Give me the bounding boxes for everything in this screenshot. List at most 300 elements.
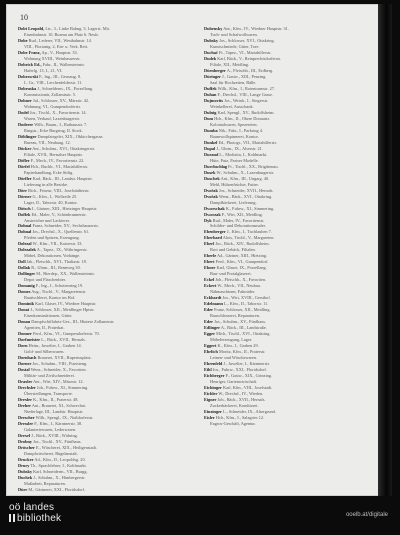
directory-entry [18,253,196,259]
directory-entry [18,343,196,349]
directory-entry [204,170,374,176]
entry-name: Duschek [204,175,220,181]
entry-name: Döblinger [18,133,37,139]
entry-name: Donau [18,319,31,325]
entry-text: Mehl, Hülsenfrüchte, Futter. [210,181,259,187]
entry-name: Eichinger [204,385,222,391]
scanned-page [6,4,392,496]
directory-entry [18,355,196,361]
entry-name: Dum [204,115,214,121]
entry-text: Wohnung XVIII., Weinhauserstr. [24,55,81,61]
entry-name: Dubensky [204,26,223,31]
entry-name: Edelmann [204,301,223,307]
entry-name: Döfler [18,157,30,163]
entry-name: Drury [18,462,30,468]
entry-name: Ebenberger [204,229,226,235]
entry-text: Wilh., Spengl., IX., Nußdorferstr. [35,414,94,420]
entry-text: Militär- und Zivilschneiderei. [24,373,75,379]
entry-name: Dörr [18,187,28,193]
directory-entry [18,451,196,457]
directory-entry [204,295,374,301]
entry-name: Eberl [204,241,215,247]
entry-name: Dorfmeister [18,337,41,343]
entry-text: Hch., Kfm., II., Obere Donaustr. [214,115,270,121]
entry-name: Dodel [18,109,29,115]
entry-text: J., Gastw., XIII., Penzing. [222,73,267,79]
logo-line-1: oö landes [9,502,55,513]
entry-text: Jos., Drechsl., X., Quellenstr. 61. [32,229,90,235]
entry-text: Dampfwäscherei, Bügelanstalt. [24,450,78,456]
entry-name: Dobt Leopold, [18,26,45,31]
directory-entry [204,337,374,343]
directory-entry [204,319,374,325]
entry-name: Dvořak [204,187,218,193]
directory-entry [18,170,196,176]
entry-text: Rud., Lederer, VII., Westbahnstr. 14. [28,37,92,43]
entry-text: Depot und Flaschenbier. [24,277,66,283]
entry-text: Nähmaschinen, Fahrräder. [210,289,256,295]
entry-name: Drexel [18,432,31,438]
directory-entry [18,445,196,451]
directory-entry [18,104,196,110]
entry-text: L. Gr., VIII., Lerchenfelderstr. 11. [24,79,83,85]
directory-entry [204,176,374,182]
entry-name: Ehrlich [204,349,218,355]
directory-entry [204,391,374,397]
directory-entry [18,313,196,319]
digitization-credit: ooelb.at/digitale [345,512,388,518]
entry-name: Dobner [18,97,32,103]
entry-name: Drucker [18,456,34,462]
entry-text: J., Kfm., I., Tuchlauben 7. [226,229,272,235]
entry-text: Gold- und Silberwaren. [24,349,65,355]
entry-text: Ferd., Kfm., VI., Gumpendorf. [215,259,269,265]
entry-text: Jos., Schuhm., XV., Fünfhaus. [214,319,267,325]
viewer-footer [0,496,400,535]
entry-text: Pfeifen und Spitzen, Erzeugung. [24,235,80,241]
library-logo [9,502,61,524]
directory-entry [204,349,374,355]
directory-entry [18,367,196,373]
directory-entry [18,188,196,194]
entry-text: Karl, Glaser, IV., Wiedner Hauptstr. [35,301,97,307]
directory-entry [18,439,196,445]
entry-name: Dornbach [18,355,37,361]
entry-text: Jul., Schlosser, XV., Märzstr. 42. [32,97,90,103]
directory-entry [204,361,374,367]
entry-text: Kunstschmiede, Gitter, Tore. [210,43,260,49]
directory-entry [18,487,196,493]
entry-name: Eberhard [204,235,222,241]
entry-text: Wenz., Schneider, X., Favoriten. [30,367,87,373]
directory-entry [18,481,196,487]
directory-entry [204,152,374,158]
entry-text: F., Ing., I., Schottenring 19. [35,283,84,289]
directory-entry [204,373,374,379]
directory-entry [18,229,196,235]
directory-entry [18,271,196,277]
directory-entry [18,176,196,182]
directory-entry [18,32,196,38]
directory-entry [18,475,196,481]
entry-text: Ant., Kfm., IV., Wiedner Hauptstr. 31. [223,26,289,31]
entry-text: J., Schuhm., X., Himbergerstr. [33,474,86,480]
entry-text: Karl, Bäck., III., Landstr. Hauptstr. [32,175,93,181]
directory-entry [204,421,374,427]
directory-entry [18,182,196,188]
directory-entry [18,463,196,469]
entry-text: Ant., Kfm., III., Ungarg. 40. [220,175,270,181]
directory-entry [18,122,196,128]
directory-entry [204,50,374,56]
entry-name: Dürnberger [204,67,226,73]
directory-entry [18,391,196,397]
directory-entry [204,140,374,146]
directory-entry [18,457,196,463]
directory-entry [204,44,374,50]
entry-text: Jos., Tischl., X., Favoritenstr. 14. [29,109,87,115]
entry-name: Donat [18,307,30,313]
entry-name: Einzinger [204,409,222,414]
directory-entry [204,62,374,68]
entry-name: Ebert [204,259,215,265]
directory-entry [204,259,374,265]
entry-text: Eisenkonstruktionen, Gitter. [24,313,73,319]
directory-entry [204,355,374,361]
directory-entry [18,146,196,152]
entry-name: Ebner [204,265,216,271]
book-spine-shadow [378,4,392,496]
entry-text: Maßarbeit, Reparaturen. [24,480,66,486]
directory-entry [18,241,196,247]
entry-text: Karl, Spengl., XV., Rudolfsheim. [217,109,275,115]
entry-text: Bauschlosserei, Reparaturen. [210,313,260,319]
entry-text: Hüte, Putz, Pariser Modelle. [210,157,259,163]
entry-text: W., Schuhm., X., Laxenburgerstr. [216,169,274,175]
entry-name: Dreher [18,403,32,409]
entry-name: Döcker [18,145,32,151]
entry-text: Möbelerzeugung, Lager. [210,337,253,343]
entry-text: J., Schnelderm., IX., Porzellang. [37,85,94,91]
entry-name: Eigner [204,397,217,403]
directory-entry [18,212,196,218]
entry-text: Rich., Friseur, VIII., Josefstädterstr. [28,187,90,193]
directory-entry [18,26,196,32]
entry-text: Hch., Kfm., I., Salzgries 12. [215,414,265,420]
directory-entry [204,86,374,92]
entry-text: Dampfbäckerei, Lieferung. [210,199,257,205]
entry-name: Dörfler [18,175,32,181]
entry-name: Eckel [204,277,215,283]
entry-name: Eichberger [204,373,225,379]
directory-entry [204,271,374,277]
directory-entry [204,343,374,349]
entry-text: J., Uhrm., IX., Alserstr. 21. [216,145,263,151]
directory-entry [204,223,374,229]
entry-name: Dressler [18,420,34,426]
directory-entry [204,403,374,409]
entry-name: Drobny [18,438,33,444]
entry-text: Jos., Wirt, XVIII., Gersthof. [222,295,271,301]
directory-entry [18,307,196,313]
entry-text: Dampfschiffahrts-Ges., III., Hintere Zollamtsstr. [31,319,115,325]
entry-text: Karl, Bäck., V., Reinprechtsdorferstr. [217,55,281,61]
entry-text: L., Schneider, IX., Alsergrund. [222,409,276,414]
entry-text: Bau- und Portalglaserei. [210,271,252,277]
logo-bars-icon [9,514,15,522]
entry-text: Saal für Hochzeiten, Bälle. [210,79,257,85]
entry-text: Fr., Tapez., VI., Mariahilferstr. [218,49,272,55]
entry-text: Moritz, Kfm., II., Praterstr. [218,349,266,355]
directory-entry [18,194,196,200]
entry-name: Dolezalek [18,247,36,253]
entry-name: Dohnal [18,229,32,235]
entry-text: Ant., Wirt, XIV., Märzstr. 12. [33,379,84,385]
directory-entry [204,134,374,140]
entry-text: Galanteriewaren, Lederwaren. [24,426,77,432]
entry-name: Dvořak [204,193,218,199]
entry-text: Kommissionär, Zollamtsstr. 5. [24,91,76,97]
entry-name: Dubsky [18,468,33,474]
entry-text: K., Kfm., II., Praterstr. 48. [33,397,79,403]
directory-entry [204,98,374,104]
entry-text: A., Bäck., III., Landstraße. [220,325,267,331]
entry-name: Eckhardt [204,295,222,301]
entry-name: Eckert [204,283,217,289]
directory-entry [204,182,374,188]
left-column [18,26,196,493]
entry-text: Ad., Kfm., II., Leopoldsg. 20. [34,456,86,462]
entry-name: Dumba [204,127,218,133]
entry-name: Dolezal [18,241,32,247]
entry-name: Egger [204,331,215,337]
directory-entry [204,241,374,247]
entry-text: Papierhandlung, Ecke Stiftg. [24,169,74,175]
directory-entry [204,325,374,331]
entry-name: Dunkel [204,139,218,145]
entry-text: Aug., Tischl., V., Margaretenstr. [31,289,87,295]
entry-text: L., Modistin, I., Kohlmarkt. [219,151,268,157]
entry-name: Dupal [204,145,216,151]
directory-entry [18,325,196,331]
entry-name: Draxler [18,379,33,385]
directory-entry [204,74,374,80]
entry-text: Karl, Kfm., VIII., Josefstadt. [222,385,273,391]
directory-entry [204,331,374,337]
entry-text: J., Gärtner, XIII., Hietzinger Hauptstr. [31,205,98,211]
directory-entry [18,164,196,170]
entry-text: A., Tapez., IX., Währingerstr. [36,247,88,253]
entry-text: K., Fuhrw., XI., Simmering. [225,205,275,211]
directory-entry [204,194,374,200]
entry-text: Hch., Buchb., VI., Mariahilferstr. [30,163,88,169]
entry-text: J., Juwelier, I., Kärntnerstr. [223,361,270,367]
entry-text: Bautischlerei, Kontor im Hof. [24,295,76,301]
directory-entry [204,218,374,224]
entry-text: Mich., Tischl., XVI., Ottakring. [216,331,271,337]
directory-entry [204,397,374,403]
entry-text: Heinr., Juwelier, I., Graben 14. [28,343,82,349]
entry-text: Haferlg. 13, I., 21, VI. [24,67,63,73]
entry-name: Domes [18,289,31,295]
entry-name: Duchač [204,49,218,55]
directory-entry [204,164,374,170]
directory-entry [18,80,196,86]
entry-name: Dworzak [204,211,221,217]
entry-text: Alois, Tischl., V., Margareten. [222,235,275,241]
logo-line-2 [9,513,61,524]
entry-text: Th., Sprachlehrer, I., Kohlmarkt. [30,462,87,468]
entry-text: L., Kfm., II., Taborstr. 11. [223,301,269,307]
directory-entry [204,26,374,32]
directory-entry [204,212,374,218]
entry-name: Dürr [18,486,28,492]
entry-text: Nik., Fabr., I., Parkring 4. [218,127,263,133]
logo-line-2-text: bibliothek [17,513,62,524]
entry-name: Dobrowski [18,73,38,79]
directory-entry [18,283,196,289]
entry-name: Durand [204,151,219,157]
entry-text: Heuriger, Gartenwirtschaft. [210,379,258,385]
entry-text: Baumwollspinnerei, Kontor. [210,133,259,139]
directory-entry [204,283,374,289]
directory-entry [18,259,196,265]
entry-text: Tuch- und Schafwollwaren. [210,31,258,37]
directory-entry [204,247,374,253]
entry-text: Joh., Bäck., XVII., Hernals. [217,397,266,403]
directory-entry [204,289,374,295]
entry-text: Agentien, II., Praterkai. [24,325,65,331]
directory-entry [18,337,196,343]
entry-text: Jos., Bäck., XIV., Rudolfsheim. [215,241,270,247]
directory-entry [18,349,196,355]
entry-text: Wilh., Kfm., I., Rotenturmstr. 27. [217,85,276,91]
entry-text: Ed., Photogr., VII., Mariahilferstr. [218,139,277,145]
directory-entry [18,134,196,140]
entry-name: Dujmovits [204,97,224,103]
entry-text: VIII., Florianig. 2, Ein- u. Verk. Reit. [24,43,89,49]
entry-text: Joh., Fleischh., X., Favoriten. [215,277,267,283]
entry-text: R., Uhrm., III., Rennweg 30. [31,265,81,271]
page-number: 10 [20,13,28,22]
entry-text: Ferd., Kfm., VI., Gumpendorferstr. 70. [32,331,100,337]
entry-name: Dusek [204,169,216,175]
entry-name: Eder [204,307,214,313]
entry-text: Weinkellerei, Ausschank. [210,103,254,109]
entry-text: Übersiedlungen, Transporte. [24,391,73,397]
directory-entry [204,128,374,134]
entry-name: Ehrenfeld [204,361,223,367]
entry-text: Anstreicher und Lackierer. [24,217,70,223]
directory-entry [18,158,196,164]
entry-text: Ed., Maler, V., Schönbrunnerstr. [31,211,87,217]
entry-name: Duhan [204,91,217,97]
entry-text: Jos., Tischl., XV., Fünfhaus. [33,438,82,444]
entry-name: Dörner [18,193,32,199]
entry-text: M., Gärtnerei, XXI., Floridsdorf. [28,486,86,492]
directory-entry [204,38,374,44]
entry-text: Jos., Schuhm., VIII., Piaristeng. [32,361,88,367]
entry-text: F., Ing., III., Geusaug. 8. [39,73,82,79]
directory-entry [18,140,196,146]
entry-text: Schilder- und Dekorationsmaler. [210,223,266,229]
entry-name: Düringer [204,73,221,79]
directory-entry [204,110,374,116]
entry-text: Fabr., II., Wallensteinstr. [42,61,85,67]
entry-text: W., Kfm., VII., Kaiserstr. 33. [32,241,83,247]
directory-entry [204,122,374,128]
directory-entry [204,253,374,259]
directory-entry [204,146,374,152]
directory-entry [18,427,196,433]
entry-text: Joh., Fuhrw., XI., Simmering. [36,385,89,391]
directory-entry [204,200,374,206]
entry-text: F., Wirt, XII., Meidling. [221,211,263,217]
entry-text: Jos., Weinh., I., Singerstr. [224,97,269,103]
entry-name: Dröscher [18,444,35,450]
entry-text: Ringstr., Ecke Burgring, II. Stock. [24,127,83,133]
entry-text: Zuckerbäckerei, Konditorei. [210,403,259,409]
entry-name: Dobe Franz, [18,49,41,55]
entry-text: Fr., Tischl., XX., Brigittenau. [228,163,279,169]
entry-text: Ap., V., Hauptstr. 33. [41,49,78,55]
entry-name: Dobrick Ed., [18,61,42,67]
entry-text: Franz, Schneider, XV., Sechshauserstr. [32,223,99,229]
entry-text: Lager, II., Taborstr. 40, Kontor. [24,199,78,205]
directory-entry [18,235,196,241]
entry-name: Donner [18,331,32,337]
entry-text: Karl, Glaser, IX., Porzellang. [216,265,267,271]
entry-text: Eisenbahnstr. 10, Bureau am Platz 6. Neub. [24,31,99,37]
entry-name: Dulnig [204,109,217,115]
directory-entry [204,301,374,307]
directory-entry [18,44,196,50]
entry-text: F., Mech., IV., Favoritenstr. 22. [30,157,85,163]
directory-entry [204,206,374,212]
directory-entry [18,206,196,212]
directory-entry [18,331,196,337]
entry-text: Niederlage, III., Landstr. Hauptstr. [24,409,84,414]
directory-entry [204,277,374,283]
directory-entry [18,62,196,68]
entry-text: W., Drechsl., IV., Wieden. [218,391,264,397]
directory-entry [18,50,196,56]
entry-text: Leinen- und Wäschewaren. [210,355,258,361]
directory-entry [18,433,196,439]
directory-entry [204,235,374,241]
entry-name: Eggert [204,343,217,349]
directory-entry [18,379,196,385]
entry-text: Waren, Verkauf, Laxenburgerstr. [24,115,80,121]
directory-entry [18,301,196,307]
directory-entry [18,397,196,403]
entry-name: Doll [18,259,26,265]
directory-entry [204,415,374,421]
entry-name: Doffek [18,211,31,217]
directory-entry [204,92,374,98]
entry-text: Filiale, XVII., Hernalser Hauptstr. [24,151,83,157]
directory-entry [204,265,374,271]
entry-name: Dyk [204,217,212,223]
directory-entry [18,56,196,62]
directory-entry [18,110,196,116]
directory-entry [18,277,196,283]
directory-entry [18,295,196,301]
directory-entry [204,104,374,110]
entry-name: Domanig [18,283,35,289]
directory-entry [18,128,196,134]
entry-name: Dobruska [18,85,37,91]
